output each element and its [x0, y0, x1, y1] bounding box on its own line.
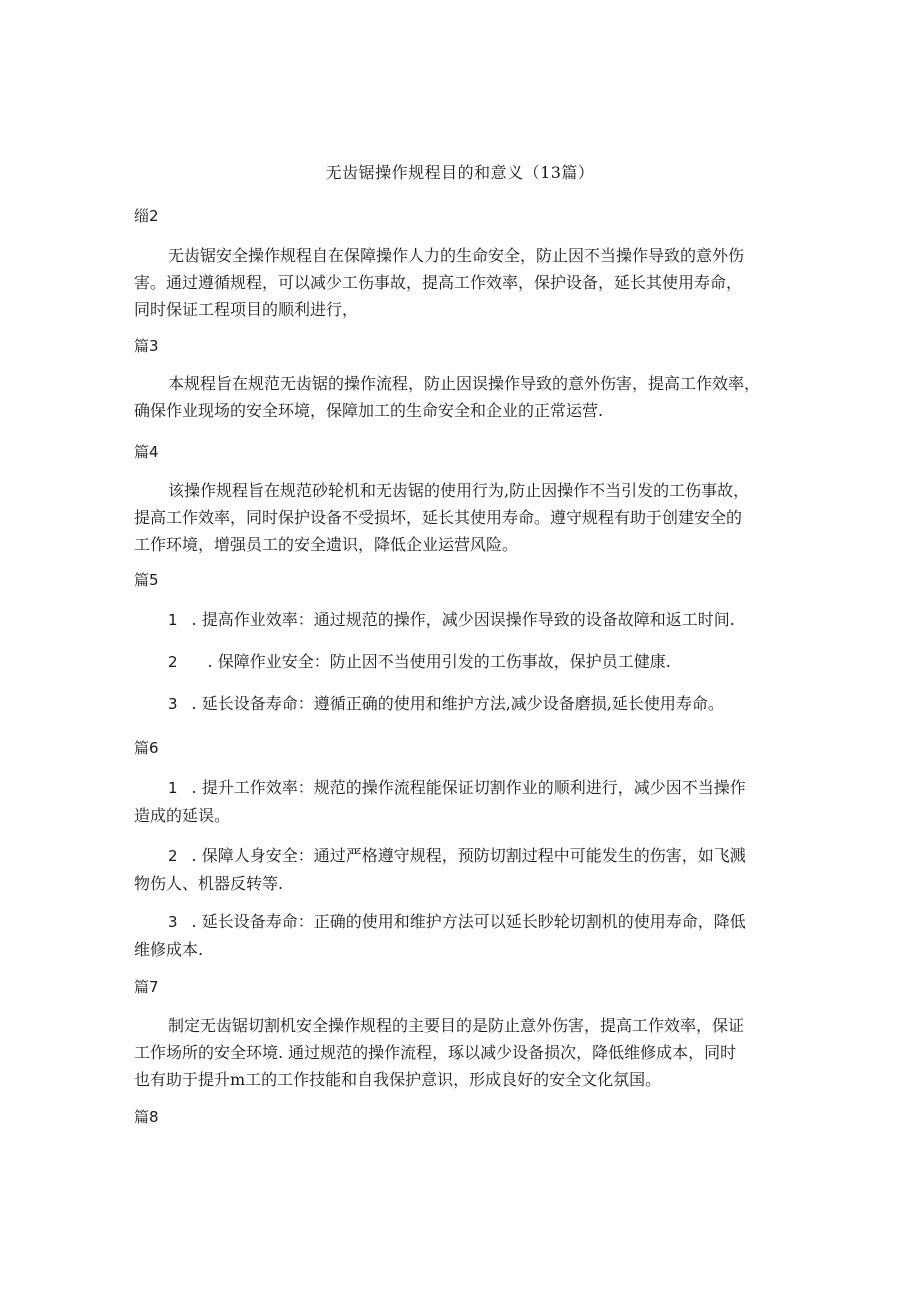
list-item	[168, 648, 784, 676]
document-title: 无齿锯操作规程目的和意义（13篇）	[325, 163, 595, 182]
list-item-text: . 保障作业安全：防止因不当使用引发的工伤事故，保护员工健康.	[207, 652, 671, 671]
section-heading: 缁2	[134, 207, 159, 225]
section-paragraph	[134, 370, 784, 424]
section-paragraph	[134, 1012, 784, 1093]
list-item-continuation: 维修成本.	[134, 940, 204, 959]
section-heading: 篇6	[134, 739, 159, 757]
list-item-number: 3	[168, 695, 178, 713]
list-item	[134, 908, 784, 963]
paragraph-line: 也有助于提升m工的工作技能和自我保护意识，形成良好的安全文化氛国。	[134, 1070, 662, 1089]
section-paragraph	[134, 242, 784, 323]
paragraph-line: 确保作业现场的安全环境，保障加工的生命安全和企业的正常运营.	[134, 401, 604, 420]
list-item-continuation: 物伤人、机器反转等.	[134, 874, 284, 893]
paragraph-line: 工作场所的安全环境. 通过规范的操作流程，琢以减少设备损次，降低维修成本，同时	[134, 1043, 737, 1062]
list-item-number: 2	[168, 653, 178, 671]
section-paragraph	[134, 477, 784, 558]
list-item-continuation: 造成的延误。	[134, 806, 231, 825]
list-item	[134, 774, 784, 829]
list-item-text: . 提高作业效率：通过规范的操作，减少因误操作导致的设备故障和返工时间.	[191, 610, 735, 629]
list-item-number: 1	[168, 779, 178, 797]
list-item-text: . 保障人身安全：通过严格遵守规程，预防切割过程中可能发生的伤害，如飞溅	[191, 846, 746, 865]
list-item-text: . 延长设备寿命：遵循正确的使用和维护方法,减少设备磨损,延长使用寿命。	[191, 694, 724, 713]
list-item-number: 3	[168, 913, 178, 931]
paragraph-line: 该操作规程旨在规范砂轮机和无齿锯的使用行为,防止因操作不当引发的工伤事故，	[168, 481, 750, 500]
list-item	[134, 842, 784, 897]
paragraph-line: 害。通过遵循规程，可以减少工伤事故，提高工作效率，保护设备，延长其使用寿命，	[134, 273, 743, 292]
paragraph-line: 制定无齿锯切割机安全操作规程的主要目的是防止意外伤害，提高工作效率，保证	[168, 1016, 745, 1035]
section-heading: 篇4	[134, 443, 159, 461]
list-item-number: 2	[168, 847, 178, 865]
list-item	[168, 690, 784, 718]
list-item-number: 1	[168, 611, 178, 629]
section-heading: 篇5	[134, 571, 159, 589]
list-item-text: . 提升工作效率：规范的操作流程能保证切割作业的顺利进行，减少因不当操作	[191, 778, 746, 797]
section-heading: 篇8	[134, 1108, 159, 1126]
list-item	[168, 606, 784, 634]
section-heading: 篇7	[134, 978, 159, 996]
paragraph-line: 无齿锯安全操作规程自在保障操作人力的生命安全，防止因不当操作导致的意外伤	[168, 246, 745, 265]
paragraph-line: 同时保证工程项目的顺利进行，	[134, 300, 359, 319]
list-item-text: . 延长设备寿命：正确的使用和维护方法可以延长眇轮切割机的使用寿命，降低	[191, 912, 746, 931]
paragraph-line: 本规程旨在规范无齿锯的操作流程，防止因误操作导致的意外伤害，提高工作效率，	[168, 374, 761, 393]
section-heading: 篇3	[134, 337, 159, 355]
paragraph-line: 工作环境，增强员工的安全遗识，降低企业运营风险。	[134, 535, 519, 554]
paragraph-line: 提高工作效率，同时保护设备不受损坏，延长其使用寿命。遵守规程有助于创建安全的	[134, 508, 743, 527]
